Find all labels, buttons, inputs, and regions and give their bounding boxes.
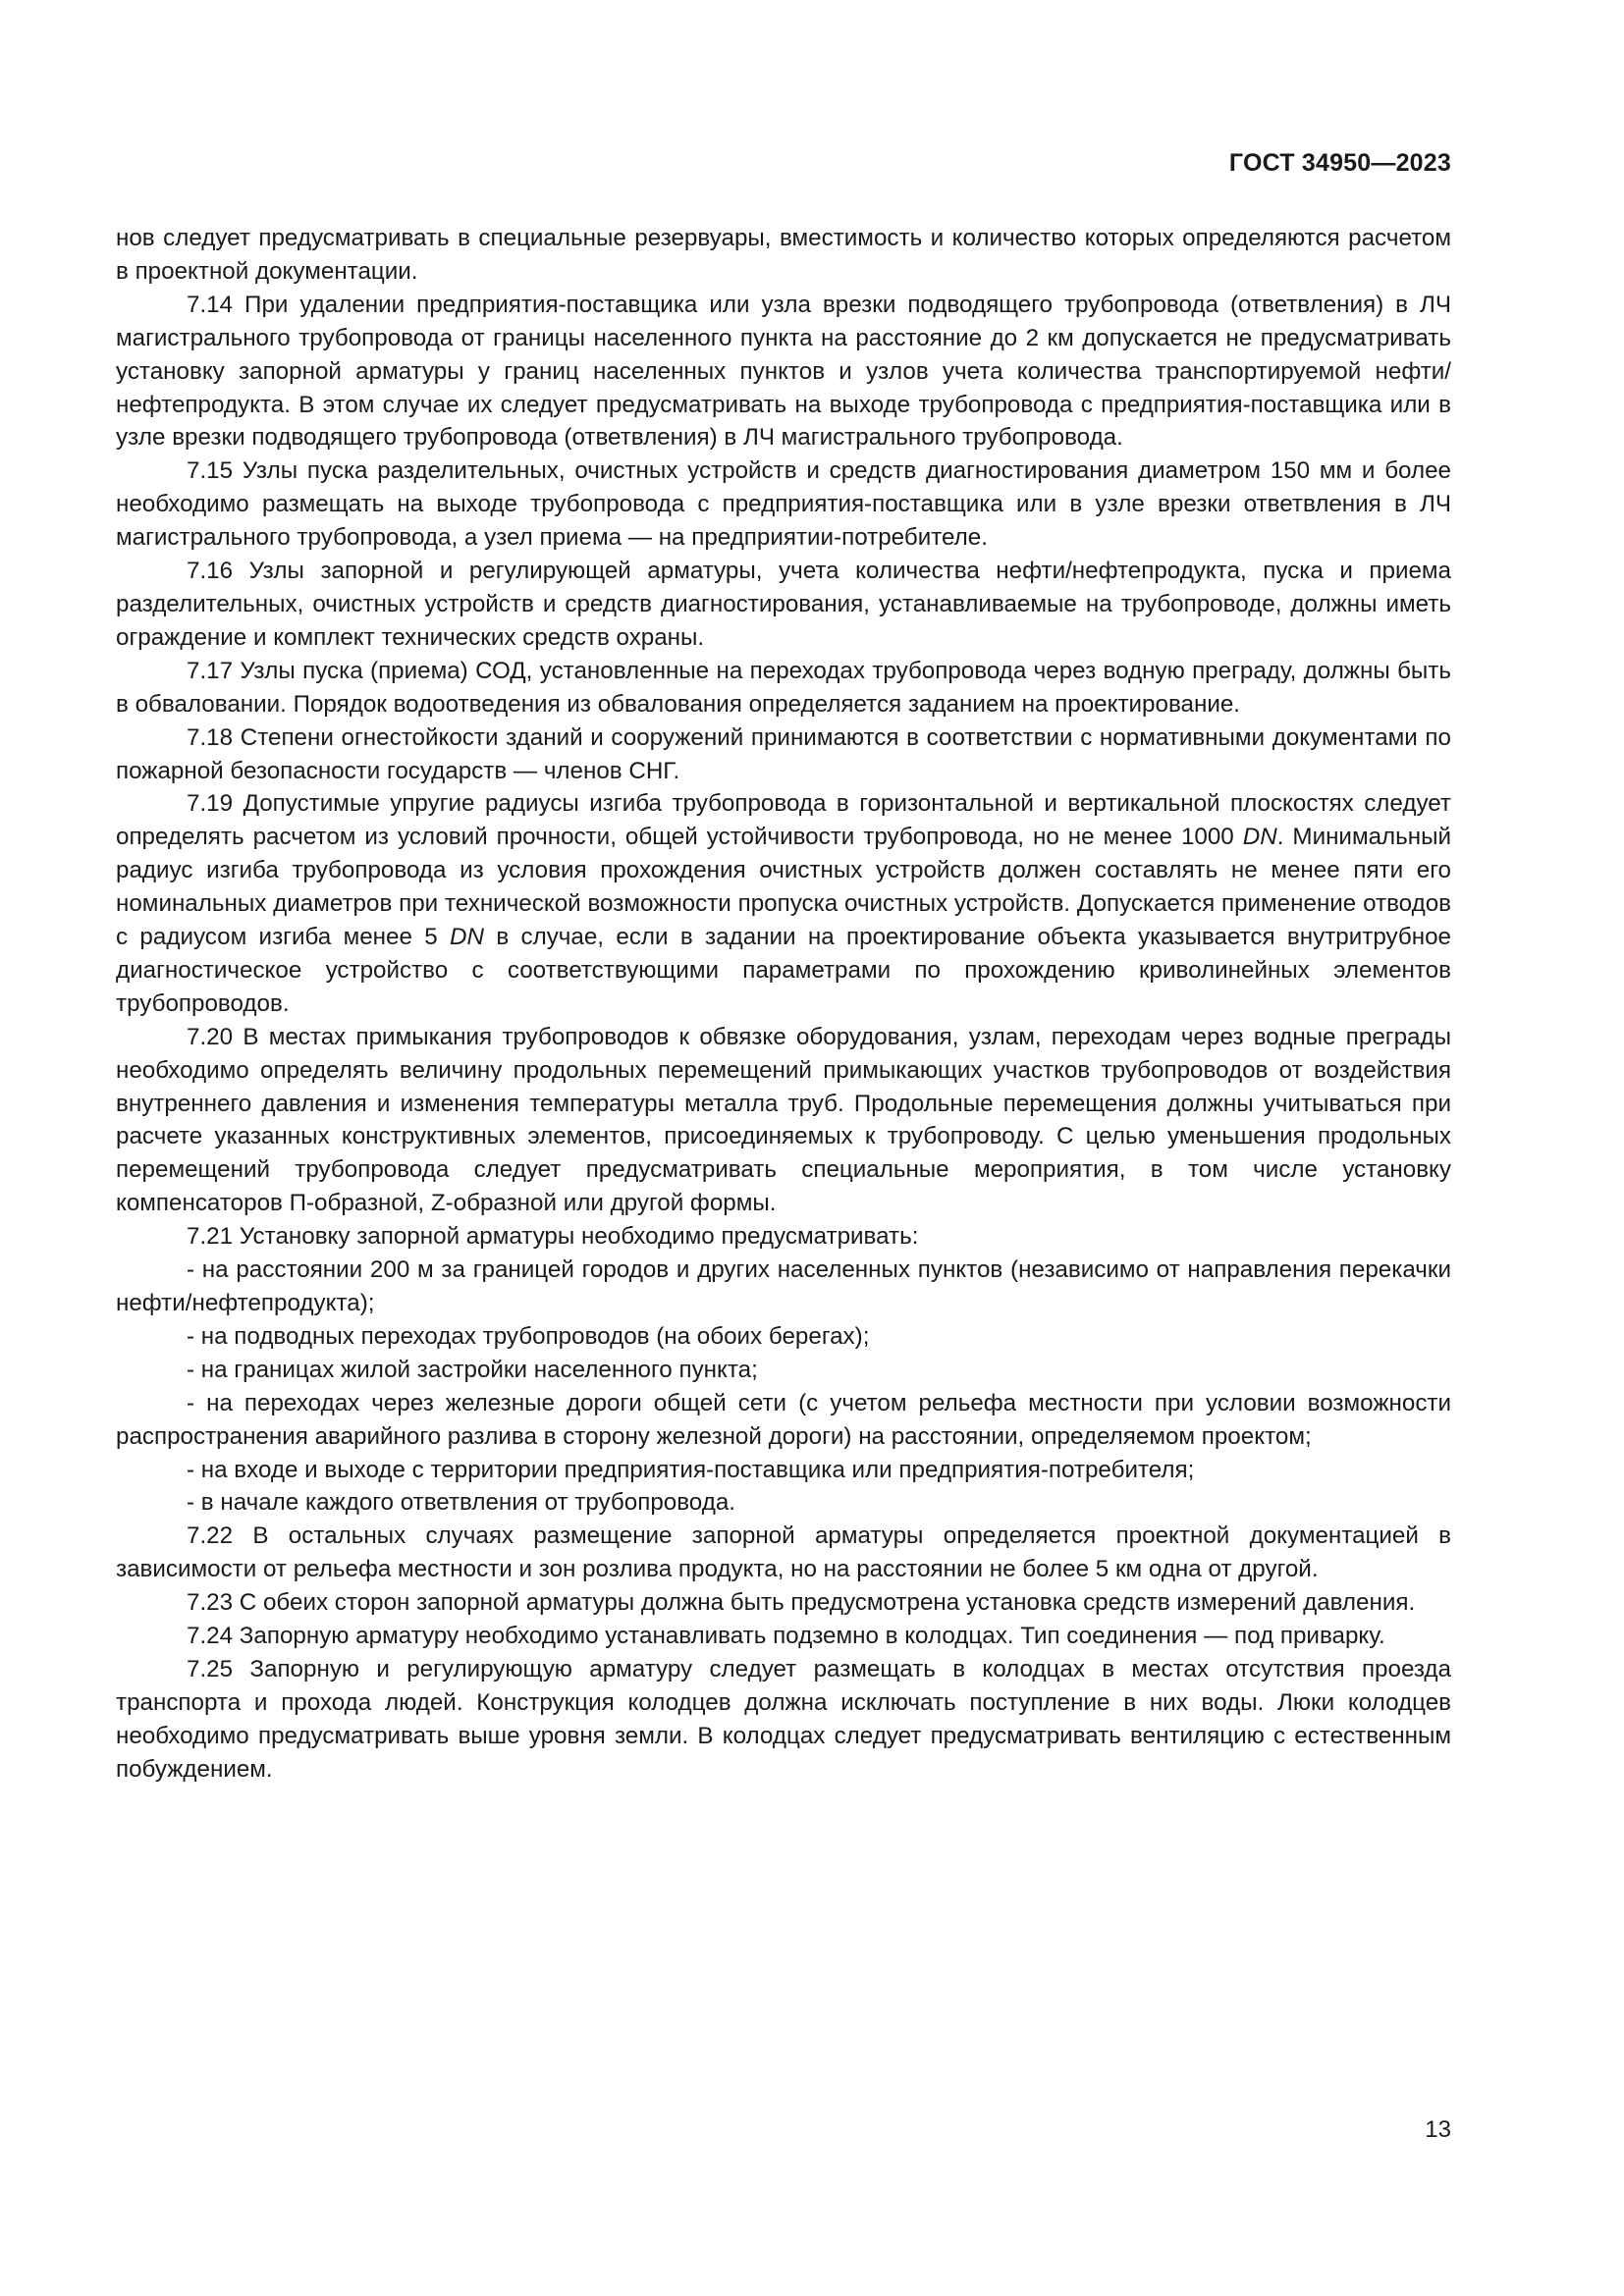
clause-7-19-part-2: . Минимальный радиус изгиба трубопровода из условия прохождения очистных устройств должен составлять не менее пяти его номинальных диаметров при технической возможности пропуска очистных устройств. Допускается применение отводов с радиусом изгиба менее 5	[116, 824, 1451, 951]
clause-7-16: 7.16 Узлы запорной и регулирующей арматуры, учета количества нефти/нефтепродукта, пуска и приема разделительных, очистных устройств и средств диагностирования, устанавливаемые на трубопроводе, должны иметь ограждение и комплект технических средств охраны.	[116, 558, 1451, 651]
clause-7-22: 7.22 В остальных случаях размещение запорной арматуры определяется проектной документацией в зависимости от рельефа местности и зон розлива продукта, но на расстоянии не более 5 км одна от другой.	[116, 1522, 1451, 1583]
list-item: - в начале каждого ответвления от трубопровода.	[187, 1489, 736, 1517]
clause-7-19-part-3: в случае, если в задании на проектирование объекта указывается внутритрубное диагностическое устройство с соответствующими параметрами по прохождению криволинейных элементов трубопроводов.	[116, 924, 1451, 1017]
list-item: - на подводных переходах трубопроводов (на обоих берегах);	[187, 1322, 870, 1350]
dn-symbol: DN	[450, 924, 484, 951]
list-item: - на входе и выходе с территории предприятия-поставщика или предприятия-потребителя;	[187, 1456, 1195, 1483]
clause-7-20: 7.20 В местах примыкания трубопроводов к обвязке оборудования, узлам, переходам через водные преграды необходимо определять величину продольных перемещений примыкающих участков трубопроводов от воздействия внутреннего давления и изменения температуры металла труб. Продольные перемещения должны учитываться при расчете указанных конструктивных элементов, присоединяемых к трубопроводу. С целью уменьшения продольных перемещений трубопровода следует предусматривать специальные мероприятия, в том числе установку компенсаторов П-образной, Z-образной или другой формы.	[116, 1023, 1451, 1217]
standard-code-header: ГОСТ 34950—2023	[1228, 149, 1451, 177]
list-item: - на расстоянии 200 м за границей городов и других населенных пунктов (независимо от направления перекачки нефти/нефтепродукта);	[116, 1256, 1451, 1316]
list-item: - на границах жилой застройки населенного пункта;	[187, 1356, 758, 1383]
clause-7-19	[116, 787, 1451, 1020]
paragraph-continuation: нов следует предусматривать в специальные резервуары, вместимость и количество которых определяются расчетом в проектной документации.	[116, 225, 1451, 285]
clause-7-15: 7.15 Узлы пуска разделительных, очистных устройств и средств диагностирования диаметром 150 мм и более необходимо размещать на выходе трубопровода с предприятия-поставщика или в узле врезки ответвления в ЛЧ магистрального трубопровода, а узел приема — на предприятии-потребителе.	[116, 457, 1451, 552]
clause-7-23: 7.23 С обеих сторон запорной арматуры должна быть предусмотрена установка средств измерений давления.	[187, 1589, 1416, 1617]
clause-7-18: 7.18 Степени огнестойкости зданий и сооружений принимаются в соответствии с нормативными документами по пожарной безопасности государств — членов СНГ.	[116, 723, 1451, 784]
clause-7-14: 7.14 При удалении предприятия-поставщика или узла врезки подводящего трубопровода (ответвления) в ЛЧ магистрального трубопровода от границы населенного пункта на расстояние до 2 км допускается не предусматривать установку запорной арматуры у границ населенных пунктов и узлов учета количества транспортируемой нефти/нефтепродукта. В этом случае их следует предусматривать на выходе трубопровода с предприятия-поставщика или в узле врезки подводящего трубопровода (ответвления) в ЛЧ магистрального трубопровода.	[116, 291, 1451, 452]
clause-7-24: 7.24 Запорную арматуру необходимо устанавливать подземно в колодцах. Тип соединения — под приварку.	[187, 1623, 1385, 1650]
clause-7-25: 7.25 Запорную и регулирующую арматуру следует размещать в колодцах в местах отсутствия проезда транспорта и прохода людей. Конструкция колодцев должна исключать поступление в них воды. Люки колодцев необходимо предусматривать выше уровня земли. В колодцах следует предусматривать вентиляцию с естественным побуждением.	[116, 1655, 1451, 1783]
page-number: 13	[1425, 2116, 1451, 2143]
dn-symbol: DN	[1242, 824, 1277, 851]
document-body	[116, 222, 1451, 1787]
clause-7-17: 7.17 Узлы пуска (приема) СОД, установленные на переходах трубопровода через водную преграду, должны быть в обваловании. Порядок водоотведения из обвалования определяется заданием на проектирование.	[116, 657, 1451, 718]
list-item: - на переходах через железные дороги общей сети (с учетом рельефа местности при условии возможности распространения аварийного разлива в сторону железной дороги) на расстоянии, определяемом проектом;	[116, 1389, 1451, 1450]
clause-7-21: 7.21 Установку запорной арматуры необходимо предусматривать:	[187, 1223, 919, 1251]
clause-7-19-part-1: 7.19 Допустимые упругие радиусы изгиба трубопровода в горизонтальной и вертикальной плоскостях следует определять расчетом из условий прочности, общей устойчивости трубопровода, но не менее 1000	[116, 790, 1451, 851]
